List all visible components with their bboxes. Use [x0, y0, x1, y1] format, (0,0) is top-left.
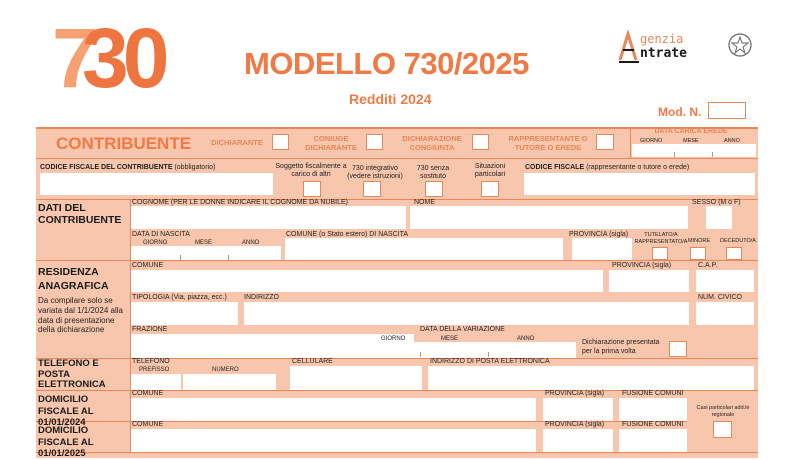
soggetto-checkbox[interactable]: [303, 181, 321, 197]
casi-particolari-checkbox[interactable]: [713, 421, 732, 438]
numero-label: NUMERO: [212, 367, 239, 373]
dom24-comune-label: COMUNE: [132, 390, 164, 397]
form-title: MODELLO 730/2025: [244, 46, 529, 81]
casi-particolari-label: Casi particolari add.le regionale: [696, 405, 750, 418]
telefono-title: TELEFONO E POSTA ELETTRONICA: [38, 358, 106, 390]
logo-digit-7: 7: [52, 11, 95, 105]
senza-sostituto-label: 730 senza sostituto: [416, 165, 450, 180]
res-comune-input[interactable]: [131, 270, 603, 292]
dom25-fusione-label: FUSIONE COMUNI: [622, 421, 684, 428]
cf2-input[interactable]: [524, 173, 755, 195]
agenzia-entrate-logo: [618, 30, 758, 66]
cognome-input[interactable]: [131, 206, 406, 229]
agenzia-text: genzia: [640, 32, 684, 46]
carica-anno-label: ANNO: [724, 138, 740, 144]
minore-label: MINORE: [688, 238, 710, 244]
provincia-nascita-input[interactable]: [572, 238, 632, 260]
cognome-label: COGNOME (PER LE DONNE INDICARE IL COGNOME DA NUBILE): [132, 199, 348, 206]
rappresentante-checkbox[interactable]: [596, 134, 614, 150]
prefisso-input[interactable]: [131, 374, 181, 390]
prefisso-label: PREFISSO: [139, 367, 170, 373]
residenza-note: Da compilare solo se variata dal 1/1/2024 alla data di presentazione della dichiarazione: [38, 296, 123, 335]
dom24-fusione-label: FUSIONE COMUNI: [622, 390, 684, 397]
residenza-title: RESIDENZA ANAGRAFICA: [38, 266, 109, 292]
minore-checkbox[interactable]: [690, 247, 706, 260]
divider: [36, 158, 758, 159]
mod-n-input[interactable]: [708, 102, 746, 119]
cf2-label: CODICE FISCALE: [525, 164, 585, 171]
dom24-provincia-input[interactable]: [543, 398, 613, 421]
entrate-text: ntrate: [640, 46, 687, 61]
dom25-fusione-input[interactable]: [619, 429, 687, 452]
data-nascita-input[interactable]: [131, 246, 281, 260]
dati-title: DATI DEL CONTRIBUENTE: [38, 202, 122, 226]
res-provincia-input[interactable]: [609, 270, 689, 292]
rappresentante-label: RAPPRESENTANTE O TUTORE O EREDE: [508, 134, 588, 152]
res-provincia-label: PROVINCIA (sigla): [612, 262, 672, 269]
res-cap-input[interactable]: [696, 270, 754, 292]
mod-n-label: Mod. N.: [658, 105, 702, 119]
divider: [630, 129, 631, 158]
email-label: INDIRIZZO DI POSTA ELETTRONICA: [430, 358, 550, 365]
cf-label: CODICE FISCALE DEL CONTRIBUENTE: [40, 164, 173, 171]
comune-nascita-input[interactable]: [285, 238, 563, 260]
carica-giorno-label: GIORNO: [640, 138, 663, 144]
data-carica-erede-label: DATA CARICA EREDE: [654, 128, 728, 135]
carica-mese-label: MESE: [683, 138, 699, 144]
dom25-comune-input[interactable]: [131, 429, 536, 452]
nascita-mese-label: MESE: [195, 240, 213, 246]
domicilio-2024-title: DOMICILIO FISCALE AL 01/01/2024: [38, 394, 94, 428]
congiunta-checkbox[interactable]: [472, 134, 489, 150]
divider: [36, 452, 758, 453]
logo-digits-30: 30: [82, 11, 164, 105]
senza-sostituto-checkbox[interactable]: [425, 181, 443, 197]
prima-volta-checkbox[interactable]: [669, 341, 687, 357]
form-subtitle: Redditi 2024: [349, 91, 432, 107]
republic-emblem-icon: [726, 30, 754, 60]
res-cap-label: C.A.P.: [698, 262, 718, 269]
tutelato-checkbox[interactable]: [652, 247, 668, 260]
tipologia-input[interactable]: [131, 302, 238, 325]
nome-label: NOME: [414, 199, 435, 206]
cellulare-label: CELLULARE: [292, 358, 333, 365]
indirizzo-input[interactable]: [244, 302, 689, 325]
coniuge-label: CONIUGE DICHIARANTE: [305, 134, 357, 152]
dom25-provincia-label: PROVINCIA (sigla): [545, 421, 605, 428]
model-logo: [52, 11, 164, 110]
numero-input[interactable]: [183, 374, 276, 390]
dom24-fusione-input[interactable]: [619, 398, 687, 421]
cf2-note: (rappresentante o tutore o erede): [586, 164, 690, 171]
coniuge-checkbox[interactable]: [366, 134, 383, 150]
data-variazione-label: DATA DELLA VARIAZIONE: [420, 326, 505, 333]
integrativo-checkbox[interactable]: [363, 181, 381, 197]
dichiarante-label: DICHIARANTE: [211, 138, 263, 147]
carica-date-input[interactable]: [632, 144, 756, 157]
congiunta-label: DICHIARAZIONE CONGIUNTA: [402, 134, 462, 152]
telefono-label: TELEFONO: [132, 358, 170, 365]
var-anno-label: ANNO: [517, 336, 535, 342]
contribuente-title: CONTRIBUENTE: [56, 134, 192, 153]
sesso-label: SESSO (M o F): [692, 199, 741, 206]
divider: [36, 260, 758, 261]
dom24-provincia-label: PROVINCIA (sigla): [545, 390, 605, 397]
dichiarante-checkbox[interactable]: [272, 134, 289, 150]
deceduto-label: DECEDUTO/A: [720, 238, 756, 244]
nome-input[interactable]: [410, 206, 688, 229]
email-input[interactable]: [428, 366, 754, 390]
deceduto-checkbox[interactable]: [726, 247, 742, 260]
data-nascita-label: DATA DI NASCITA: [132, 231, 190, 238]
prima-volta-label: Dichiarazione presentata per la prima volta: [582, 339, 660, 355]
integrativo-label: 730 integrativo (vedere istruzioni): [347, 165, 403, 180]
cf-obbligatorio: (obbligatorio): [174, 164, 216, 171]
res-comune-label: COMUNE: [132, 262, 164, 269]
situazioni-label: Situazioni particolari: [474, 163, 506, 178]
tutelato-label: TUTELATO/A RAPPRESENTATO/A: [634, 232, 688, 245]
dom24-comune-input[interactable]: [131, 398, 536, 421]
data-variazione-input[interactable]: [372, 342, 576, 358]
cf-input[interactable]: [40, 173, 273, 195]
domicilio-2025-title: DOMICILIO FISCALE AL 01/01/2025: [38, 425, 94, 459]
provincia-nascita-label: PROVINCIA (sigla): [569, 231, 629, 238]
var-giorno-label: GIORNO: [381, 336, 406, 342]
tipologia-label: TIPOLOGIA (Via, piazza, ecc.): [132, 294, 227, 301]
var-mese-label: MESE: [441, 336, 459, 342]
situazioni-checkbox[interactable]: [481, 181, 499, 197]
cellulare-input[interactable]: [290, 366, 422, 390]
num-civico-label: NUM. CIVICO: [698, 294, 742, 301]
indirizzo-label: INDIRIZZO: [244, 294, 279, 301]
num-civico-input[interactable]: [696, 302, 754, 325]
comune-nascita-label: COMUNE (o Stato estero) DI NASCITA: [286, 231, 409, 238]
dom25-provincia-input[interactable]: [543, 429, 613, 452]
soggetto-label: Soggetto fiscalmente a carico di altri: [275, 163, 347, 178]
nascita-giorno-label: GIORNO: [143, 240, 168, 246]
frazione-label: FRAZIONE: [132, 326, 168, 333]
dom25-comune-label: COMUNE: [132, 421, 164, 428]
nascita-anno-label: ANNO: [242, 240, 260, 246]
agenzia-mark-icon: [618, 30, 640, 64]
sesso-input[interactable]: [706, 206, 732, 229]
